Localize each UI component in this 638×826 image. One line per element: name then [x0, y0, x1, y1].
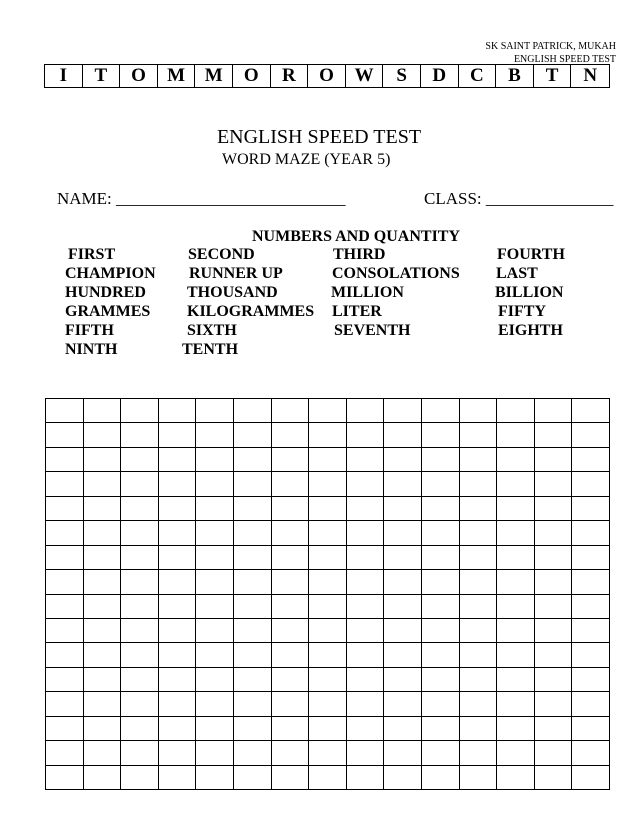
maze-cell	[422, 643, 460, 667]
maze-cell	[309, 692, 347, 716]
answer-letter-cell: N	[583, 65, 598, 86]
answer-letter-cell: M	[158, 65, 196, 87]
maze-cell	[272, 643, 310, 667]
maze-cell	[572, 668, 610, 692]
maze-cell	[272, 570, 310, 594]
maze-cell	[497, 521, 535, 545]
maze-cell	[535, 766, 573, 790]
maze-cell	[234, 546, 272, 570]
maze-cell	[309, 472, 347, 496]
maze-cell	[84, 448, 122, 472]
maze-cell	[422, 619, 460, 643]
maze-cell	[460, 570, 498, 594]
maze-cell	[84, 717, 122, 741]
maze-cell	[121, 570, 159, 594]
maze-cell	[422, 423, 460, 447]
maze-cell	[196, 619, 234, 643]
maze-cell	[384, 717, 422, 741]
maze-cell	[234, 399, 272, 423]
maze-cell	[159, 399, 197, 423]
maze-cell	[272, 692, 310, 716]
maze-cell	[460, 546, 498, 570]
maze-cell	[272, 423, 310, 447]
word-list-item: TENTH	[182, 341, 239, 358]
answer-letter-cell: C	[459, 65, 497, 87]
maze-cell	[121, 521, 159, 545]
maze-cell	[422, 497, 460, 521]
maze-cell	[535, 521, 573, 545]
maze-cell	[46, 643, 84, 667]
maze-cell	[535, 668, 573, 692]
maze-cell	[159, 692, 197, 716]
maze-cell	[535, 472, 573, 496]
maze-cell	[196, 497, 234, 521]
maze-cell	[46, 521, 84, 545]
maze-cell	[535, 692, 573, 716]
maze-cell	[234, 521, 272, 545]
maze-cell	[384, 448, 422, 472]
maze-cell	[309, 423, 347, 447]
maze-cell	[46, 497, 84, 521]
maze-cell	[384, 766, 422, 790]
maze-cell	[497, 766, 535, 790]
maze-cell	[497, 619, 535, 643]
maze-cell	[497, 692, 535, 716]
maze-cell	[272, 741, 310, 765]
maze-cell	[460, 595, 498, 619]
maze-cell	[309, 570, 347, 594]
answer-letter-cell: T	[83, 65, 121, 87]
maze-cell	[121, 472, 159, 496]
word-list-item: FIFTY	[498, 303, 546, 320]
maze-cell	[121, 741, 159, 765]
maze-cell	[535, 570, 573, 594]
maze-cell	[84, 643, 122, 667]
maze-cell	[272, 717, 310, 741]
maze-cell	[572, 766, 610, 790]
word-list-item: THOUSAND	[187, 284, 278, 301]
maze-cell	[196, 766, 234, 790]
word-list-item: FOURTH	[497, 246, 565, 263]
maze-cell	[422, 472, 460, 496]
maze-cell	[84, 570, 122, 594]
test-name: ENGLISH SPEED TEST	[513, 54, 616, 65]
maze-cell	[272, 668, 310, 692]
maze-cell	[384, 619, 422, 643]
maze-cell	[309, 643, 347, 667]
maze-cell	[384, 668, 422, 692]
answer-letter-cell: I	[45, 65, 83, 87]
maze-cell	[121, 497, 159, 521]
maze-cell	[159, 497, 197, 521]
maze-cell	[196, 448, 234, 472]
maze-cell	[535, 619, 573, 643]
maze-cell	[234, 595, 272, 619]
maze-cell	[347, 570, 385, 594]
word-list-item: LITER	[332, 303, 382, 320]
maze-cell	[46, 570, 84, 594]
maze-cell	[497, 570, 535, 594]
maze-cell	[347, 546, 385, 570]
maze-cell	[422, 521, 460, 545]
maze-cell	[309, 546, 347, 570]
maze-cell	[384, 741, 422, 765]
maze-cell	[347, 472, 385, 496]
maze-cell	[347, 497, 385, 521]
answer-letter-cell: O	[120, 65, 158, 87]
word-list-item: KILOGRAMMES	[187, 303, 315, 320]
maze-cell	[422, 668, 460, 692]
maze-cell	[121, 692, 159, 716]
word-list-item: GRAMMES	[65, 303, 151, 320]
maze-cell	[497, 643, 535, 667]
word-list-item: BILLION	[495, 284, 564, 301]
maze-cell	[347, 741, 385, 765]
word-list-item: HUNDRED	[65, 284, 146, 301]
maze-cell	[272, 448, 310, 472]
maze-cell	[572, 643, 610, 667]
maze-cell	[384, 521, 422, 545]
maze-cell	[46, 717, 84, 741]
maze-cell	[46, 448, 84, 472]
maze-cell	[572, 497, 610, 521]
maze-cell	[121, 399, 159, 423]
maze-cell	[196, 423, 234, 447]
maze-cell	[347, 399, 385, 423]
maze-cell	[497, 717, 535, 741]
maze-cell	[309, 717, 347, 741]
maze-cell	[309, 766, 347, 790]
word-list-item: CHAMPION	[65, 265, 156, 282]
maze-cell	[234, 619, 272, 643]
maze-cell	[272, 497, 310, 521]
maze-cell	[272, 472, 310, 496]
maze-cell	[309, 448, 347, 472]
answer-letter-cell: D	[421, 65, 459, 87]
word-list-heading: NUMBERS AND QUANTITY	[252, 228, 461, 245]
maze-cell	[347, 619, 385, 643]
maze-cell	[422, 546, 460, 570]
maze-cell	[121, 546, 159, 570]
maze-cell	[347, 766, 385, 790]
maze-cell	[572, 399, 610, 423]
maze-cell	[422, 595, 460, 619]
maze-cell	[46, 472, 84, 496]
maze-cell	[84, 595, 122, 619]
maze-cell	[272, 521, 310, 545]
maze-cell	[535, 741, 573, 765]
maze-cell	[159, 472, 197, 496]
maze-cell	[572, 570, 610, 594]
maze-cell	[46, 668, 84, 692]
word-list-item: RUNNER UP	[189, 265, 283, 282]
maze-cell	[460, 521, 498, 545]
maze-cell	[460, 717, 498, 741]
maze-cell	[347, 595, 385, 619]
word-list-item: EIGHTH	[498, 322, 563, 339]
maze-cell	[272, 766, 310, 790]
maze-cell	[121, 668, 159, 692]
maze-cell	[497, 448, 535, 472]
maze-cell	[422, 692, 460, 716]
maze-cell	[46, 619, 84, 643]
answer-letter-cell: W	[346, 65, 384, 87]
maze-cell	[46, 692, 84, 716]
maze-cell	[535, 546, 573, 570]
maze-cell	[121, 595, 159, 619]
maze-cell	[84, 766, 122, 790]
maze-cell	[159, 448, 197, 472]
maze-cell	[422, 717, 460, 741]
maze-cell	[347, 717, 385, 741]
maze-cell	[84, 692, 122, 716]
maze-cell	[309, 497, 347, 521]
maze-cell	[460, 741, 498, 765]
maze-cell	[309, 521, 347, 545]
school-header	[485, 40, 616, 66]
maze-cell	[535, 717, 573, 741]
word-list-item: SIXTH	[187, 322, 237, 339]
maze-cell	[309, 399, 347, 423]
word-maze-grid	[45, 398, 610, 790]
maze-cell	[535, 643, 573, 667]
maze-cell	[460, 472, 498, 496]
maze-cell	[572, 472, 610, 496]
maze-cell	[196, 570, 234, 594]
maze-cell	[460, 423, 498, 447]
maze-cell	[422, 448, 460, 472]
maze-cell	[384, 546, 422, 570]
maze-cell	[572, 741, 610, 765]
maze-cell	[159, 619, 197, 643]
maze-cell	[196, 546, 234, 570]
maze-cell	[497, 399, 535, 423]
maze-cell	[497, 595, 535, 619]
maze-cell	[121, 423, 159, 447]
maze-cell	[84, 472, 122, 496]
maze-cell	[572, 546, 610, 570]
answer-letter-cell: S	[383, 65, 421, 87]
maze-cell	[460, 766, 498, 790]
maze-cell	[159, 595, 197, 619]
maze-cell	[272, 399, 310, 423]
maze-cell	[196, 692, 234, 716]
maze-cell	[384, 423, 422, 447]
maze-cell	[159, 741, 197, 765]
maze-cell	[234, 423, 272, 447]
maze-cell	[196, 595, 234, 619]
maze-cell	[384, 497, 422, 521]
word-list-item: LAST	[496, 265, 538, 282]
maze-cell	[535, 497, 573, 521]
maze-cell	[347, 692, 385, 716]
maze-cell	[159, 423, 197, 447]
maze-cell	[196, 521, 234, 545]
word-list-item: THIRD	[333, 246, 386, 263]
maze-cell	[159, 546, 197, 570]
answer-letter-cell: O	[233, 65, 271, 87]
maze-cell	[234, 692, 272, 716]
maze-cell	[460, 448, 498, 472]
maze-cell	[272, 546, 310, 570]
maze-cell	[159, 521, 197, 545]
maze-cell	[535, 595, 573, 619]
maze-cell	[46, 423, 84, 447]
maze-cell	[84, 619, 122, 643]
maze-cell	[84, 497, 122, 521]
maze-cell	[422, 766, 460, 790]
maze-cell	[497, 668, 535, 692]
maze-cell	[535, 423, 573, 447]
maze-cell	[84, 546, 122, 570]
maze-cell	[46, 546, 84, 570]
maze-cell	[309, 619, 347, 643]
maze-cell	[84, 423, 122, 447]
answer-letter-cell: R	[271, 65, 309, 87]
maze-cell	[159, 717, 197, 741]
maze-cell	[384, 570, 422, 594]
maze-cell	[347, 423, 385, 447]
maze-cell	[572, 692, 610, 716]
maze-cell	[196, 643, 234, 667]
answer-letter-cell: M	[195, 65, 233, 87]
maze-cell	[234, 570, 272, 594]
maze-cell	[422, 399, 460, 423]
maze-cell	[422, 741, 460, 765]
maze-cell	[121, 766, 159, 790]
maze-cell	[84, 399, 122, 423]
maze-cell	[234, 497, 272, 521]
maze-cell	[234, 717, 272, 741]
maze-cell	[572, 521, 610, 545]
maze-cell	[84, 741, 122, 765]
maze-cell	[121, 448, 159, 472]
maze-cell	[347, 448, 385, 472]
maze-cell	[46, 766, 84, 790]
name-field: NAME: ___________________________	[57, 189, 346, 208]
class-field: CLASS: _______________	[424, 189, 614, 208]
word-list-item: SEVENTH	[334, 322, 411, 339]
answer-letter-strip	[44, 64, 610, 88]
maze-cell	[384, 472, 422, 496]
maze-cell	[121, 643, 159, 667]
maze-cell	[309, 595, 347, 619]
maze-cell	[497, 546, 535, 570]
maze-cell	[347, 521, 385, 545]
maze-cell	[497, 472, 535, 496]
maze-cell	[497, 497, 535, 521]
maze-cell	[384, 399, 422, 423]
maze-cell	[460, 497, 498, 521]
school-name: SK SAINT PATRICK, MUKAH	[485, 41, 616, 52]
maze-cell	[497, 741, 535, 765]
maze-cell	[84, 521, 122, 545]
word-list-item: NINTH	[65, 341, 118, 358]
maze-cell	[234, 741, 272, 765]
maze-cell	[272, 619, 310, 643]
maze-cell	[535, 399, 573, 423]
maze-cell	[460, 668, 498, 692]
maze-cell	[384, 595, 422, 619]
maze-cell	[572, 595, 610, 619]
word-list-item: MILLION	[331, 284, 404, 301]
maze-cell	[234, 643, 272, 667]
answer-letter-cell: T	[534, 65, 572, 87]
maze-cell	[572, 448, 610, 472]
maze-cell	[572, 423, 610, 447]
page-title: ENGLISH SPEED TEST	[216, 126, 422, 148]
maze-cell	[497, 423, 535, 447]
maze-cell	[272, 595, 310, 619]
maze-cell	[309, 668, 347, 692]
maze-cell	[422, 570, 460, 594]
maze-cell	[309, 741, 347, 765]
answer-letter-cell: O	[308, 65, 346, 87]
maze-cell	[347, 668, 385, 692]
maze-cell	[234, 448, 272, 472]
maze-cell	[234, 668, 272, 692]
maze-cell	[384, 643, 422, 667]
maze-cell	[384, 692, 422, 716]
maze-cell	[535, 448, 573, 472]
word-list-item: SECOND	[188, 246, 255, 263]
maze-cell	[84, 668, 122, 692]
maze-cell	[121, 619, 159, 643]
maze-cell	[159, 570, 197, 594]
word-list-item: CONSOLATIONS	[332, 265, 460, 282]
maze-cell	[196, 717, 234, 741]
maze-cell	[234, 766, 272, 790]
answer-letter-cell: B	[496, 65, 534, 87]
maze-cell	[234, 472, 272, 496]
word-list-item: FIRST	[68, 246, 116, 263]
maze-cell	[460, 643, 498, 667]
maze-cell	[196, 668, 234, 692]
maze-cell	[121, 717, 159, 741]
maze-cell	[196, 472, 234, 496]
maze-cell	[460, 399, 498, 423]
maze-cell	[196, 741, 234, 765]
maze-cell	[460, 692, 498, 716]
maze-cell	[159, 643, 197, 667]
maze-cell	[159, 766, 197, 790]
maze-cell	[159, 668, 197, 692]
maze-cell	[347, 643, 385, 667]
maze-cell	[572, 717, 610, 741]
maze-cell	[572, 619, 610, 643]
page-subtitle: WORD MAZE (YEAR 5)	[222, 151, 391, 168]
maze-cell	[46, 741, 84, 765]
maze-cell	[196, 399, 234, 423]
word-list-item: FIFTH	[65, 322, 114, 339]
maze-cell	[46, 399, 84, 423]
maze-cell	[46, 595, 84, 619]
maze-cell	[460, 619, 498, 643]
